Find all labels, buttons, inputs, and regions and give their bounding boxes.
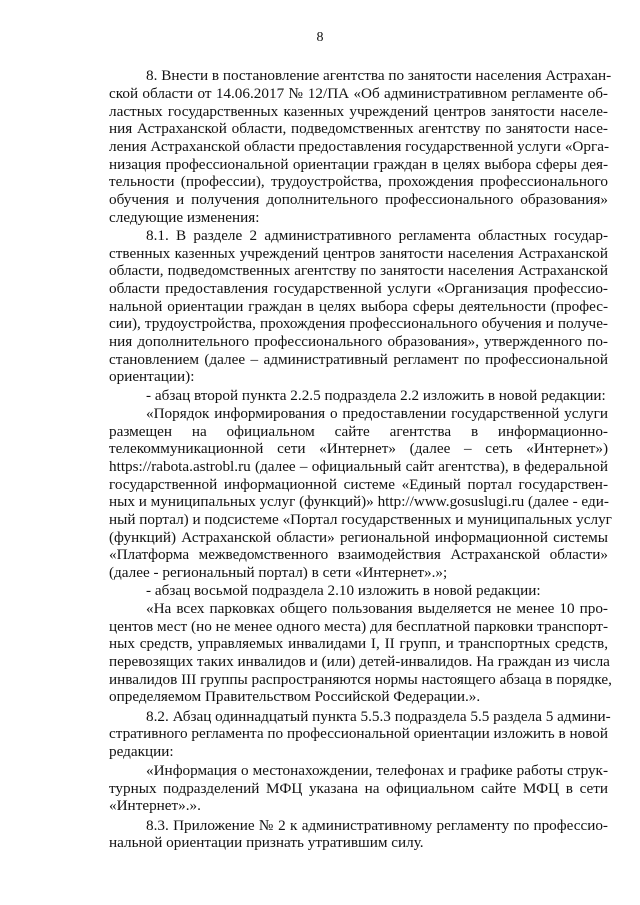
text-line: «На всех парковках общего пользования выделяется не менее 10 про- xyxy=(146,600,608,617)
text-line: ской области от 14.06.2017 № 12/ПА «Об административном регламенте об- xyxy=(109,85,608,102)
text-line: определяемом Правительством Российской Федерации.». xyxy=(109,688,481,705)
text-line: телекоммуникационной сети «Интернет» (далее – сеть «Интернет») xyxy=(109,440,608,457)
text-line: https://rabota.astrobl.ru (далее – официальный сайт агентства), в федеральной xyxy=(109,458,608,475)
text-line: (функций) Астраханской области» региональной информационной системы xyxy=(109,529,608,546)
text-line: становлением (далее – административный регламент по профессиональной xyxy=(109,351,608,368)
text-line: тельности (профессии), трудоустройства, прохождения профессионального xyxy=(109,173,608,190)
text-line: инвалидов III группы распространяются нормы настоящего абзаца в порядке, xyxy=(109,671,612,688)
text-line: области предоставления государственной услуги «Организация профессио- xyxy=(109,280,608,297)
text-line: нальной ориентации граждан в целях выбора сферы деятельности (профес- xyxy=(109,298,608,315)
text-line: редакции: xyxy=(109,743,174,760)
text-line: сии), трудоустройства, прохождения профессионального обучения и получе- xyxy=(109,315,608,332)
text-line: низация профессиональной ориентации граждан в целях выбора сферы дея- xyxy=(109,156,608,173)
text-line: 8. Внести в постановление агентства по занятости населения Астрахан- xyxy=(146,67,612,84)
text-line: стративного регламента по профессиональной ориентации изложить в новой xyxy=(109,725,608,742)
text-line: «Интернет».». xyxy=(109,797,201,814)
text-line: следующие изменения: xyxy=(109,209,260,226)
text-line: ластных государственных казенных учреждений центров занятости населе- xyxy=(109,103,608,120)
text-line: ления Астраханской области предоставления государственной услуги «Орга- xyxy=(109,138,610,155)
text-line: - абзац восьмой подраздела 2.10 изложить в новой редакции: xyxy=(146,582,541,599)
text-line: размещен на официальном сайте агентства в информационно- xyxy=(109,423,608,440)
text-line: (далее - региональный портал) в сети «Интернет».»; xyxy=(109,564,448,581)
text-line: - абзац второй пункта 2.2.5 подраздела 2.2 изложить в новой редакции: xyxy=(146,387,606,404)
text-line: обучения и получения дополнительного профессионального образования» xyxy=(109,191,608,208)
text-line: ния Астраханской области, подведомственных агентству по занятости насе- xyxy=(109,120,608,137)
text-line: центов мест (но не менее одного места) для бесплатной парковки транспорт- xyxy=(109,618,608,635)
text-line: ния дополнительного профессионального образования», утвержденного по- xyxy=(109,333,608,350)
text-line: ственных казенных учреждений центров занятости населения Астраханской xyxy=(109,245,608,262)
text-line: ных средств, управляемых инвалидами I, II групп, и транспортных средств, xyxy=(109,635,608,652)
text-line: нальной ориентации признать утратившим силу. xyxy=(109,834,424,851)
text-line: «Информация о местонахождении, телефонах и графике работы струк- xyxy=(146,762,608,779)
text-line: государственной информационной системе «Единый портал государствен- xyxy=(109,476,608,493)
text-line: «Платформа межведомственного взаимодействия Астраханской области» xyxy=(109,546,608,563)
text-line: области, подведомственных агентству по занятости населения Астраханской xyxy=(109,262,608,279)
page-number: 8 xyxy=(316,30,324,45)
text-line: 8.2. Абзац одиннадцатый пункта 5.5.3 подраздела 5.5 раздела 5 админи- xyxy=(146,708,611,725)
text-line: ных и муниципальных услуг (функций)» http://www.gosuslugi.ru (далее - еди- xyxy=(109,493,609,510)
text-line: «Порядок информирования о предоставлении государственной услуги xyxy=(146,405,608,422)
text-line: перевозящих таких инвалидов и (или) детей-инвалидов. На граждан из числа xyxy=(109,653,610,670)
text-line: ный портал) и подсистеме «Портал государственных и муниципальных услуг xyxy=(109,511,612,528)
text-line: турных подразделений МФЦ указана на официальном сайте МФЦ в сети xyxy=(109,780,608,797)
text-line: ориентации): xyxy=(109,368,195,385)
text-line: 8.3. Приложение № 2 к административному регламенту по профессио- xyxy=(146,817,608,834)
text-line: 8.1. В разделе 2 административного регламента областных государ- xyxy=(146,227,608,244)
